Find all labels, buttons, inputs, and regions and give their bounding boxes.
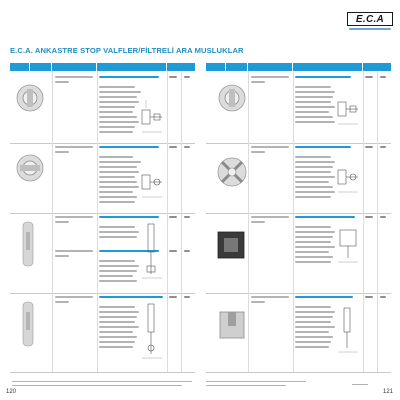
text-placeholder [99, 346, 133, 348]
text-placeholder [99, 121, 139, 123]
text-placeholder [99, 166, 137, 168]
page-number-right: 121 [383, 389, 394, 395]
text-placeholder [295, 146, 351, 148]
column-line [363, 71, 364, 372]
footnote-placeholder [206, 381, 306, 382]
text-placeholder [251, 76, 289, 78]
column-line [167, 71, 168, 372]
text-placeholder [295, 296, 353, 298]
text-placeholder [295, 111, 329, 113]
text-placeholder [295, 346, 329, 348]
text-placeholder [295, 121, 335, 123]
left-table-header [10, 63, 195, 71]
text-placeholder [295, 256, 333, 258]
text-placeholder [169, 216, 177, 218]
text-placeholder [365, 296, 373, 298]
header-cell [30, 63, 52, 71]
text-placeholder [295, 246, 335, 248]
text-placeholder [251, 221, 265, 223]
text-placeholder [169, 76, 177, 78]
row-separator [206, 372, 391, 373]
text-placeholder [99, 296, 163, 298]
text-placeholder [55, 221, 69, 223]
text-placeholder [295, 341, 331, 343]
technical-drawing [336, 160, 362, 200]
text-placeholder [295, 236, 333, 238]
technical-drawing [336, 306, 362, 356]
text-placeholder [365, 146, 373, 148]
text-placeholder [295, 316, 333, 318]
header-cell [167, 63, 195, 71]
logo-text: E.C.A [347, 12, 393, 26]
row-separator [10, 372, 195, 373]
text-placeholder [99, 116, 137, 118]
text-placeholder [99, 131, 133, 133]
header-cell [226, 63, 248, 71]
footnote-placeholder [12, 381, 192, 382]
text-placeholder [55, 255, 69, 257]
technical-drawing [140, 302, 166, 362]
text-placeholder [295, 261, 331, 263]
text-placeholder [99, 96, 137, 98]
column-line [293, 71, 294, 372]
footnote-placeholder [12, 385, 182, 386]
text-placeholder [295, 76, 351, 78]
technical-drawing [140, 165, 166, 205]
text-placeholder [295, 161, 335, 163]
text-placeholder [169, 296, 177, 298]
text-placeholder [295, 326, 335, 328]
text-placeholder [99, 126, 135, 128]
text-placeholder [295, 226, 331, 228]
valve-photo [22, 302, 34, 346]
text-placeholder [99, 270, 137, 272]
text-placeholder [251, 81, 265, 83]
text-placeholder [365, 216, 373, 218]
text-placeholder [99, 326, 139, 328]
text-placeholder [55, 151, 69, 153]
column-line [97, 71, 98, 372]
text-placeholder [99, 280, 137, 282]
text-placeholder [99, 106, 135, 108]
text-placeholder [99, 186, 139, 188]
header-cell [52, 63, 97, 71]
text-placeholder [295, 186, 333, 188]
text-placeholder [99, 336, 137, 338]
text-placeholder [380, 76, 386, 78]
header-cell [248, 63, 293, 71]
text-placeholder [99, 260, 135, 262]
footnote-placeholder [352, 384, 368, 385]
text-placeholder [295, 191, 335, 193]
text-placeholder [295, 321, 331, 323]
text-placeholder [380, 146, 386, 148]
technical-drawing [140, 100, 166, 140]
technical-drawing [336, 226, 362, 266]
text-placeholder [99, 321, 135, 323]
text-placeholder [99, 306, 135, 308]
text-placeholder [55, 301, 69, 303]
text-placeholder [365, 76, 373, 78]
text-placeholder [99, 146, 159, 148]
text-placeholder [295, 86, 331, 88]
text-placeholder [295, 231, 335, 233]
header-cell [10, 63, 30, 71]
page-title: E.C.A. ANKASTRE STOP VALFLER/FİLTRELİ ARA MUSLUKLAR [10, 46, 244, 55]
text-placeholder [99, 275, 133, 277]
text-placeholder [295, 216, 355, 218]
text-placeholder [99, 311, 139, 313]
valve-photo [212, 154, 252, 194]
text-placeholder [295, 181, 329, 183]
text-placeholder [99, 196, 137, 198]
text-placeholder [295, 306, 331, 308]
text-placeholder [295, 196, 331, 198]
text-placeholder [295, 91, 335, 93]
text-placeholder [55, 81, 69, 83]
right-table-header [206, 63, 391, 71]
text-placeholder [295, 176, 335, 178]
text-placeholder [55, 146, 93, 148]
header-cell [97, 63, 167, 71]
eca-logo [347, 12, 395, 34]
header-cell [293, 63, 363, 71]
text-placeholder [99, 191, 133, 193]
text-placeholder [380, 296, 386, 298]
text-placeholder [295, 251, 329, 253]
text-placeholder [295, 116, 333, 118]
text-placeholder [99, 111, 133, 113]
text-placeholder [295, 166, 333, 168]
text-placeholder [99, 101, 139, 103]
text-placeholder [99, 316, 137, 318]
text-placeholder [99, 231, 139, 233]
text-placeholder [380, 216, 386, 218]
valve-photo [218, 310, 246, 340]
column-line [377, 71, 378, 372]
text-placeholder [184, 76, 190, 78]
text-placeholder [99, 176, 135, 178]
header-cell [206, 63, 226, 71]
text-placeholder [251, 151, 265, 153]
text-placeholder [99, 236, 137, 238]
valve-photo [216, 230, 246, 260]
valve-photo [12, 82, 48, 122]
valve-photo [12, 152, 48, 192]
text-placeholder [184, 146, 190, 148]
text-placeholder [184, 216, 190, 218]
valve-photo [214, 82, 250, 122]
page-number-left: 120 [6, 389, 17, 395]
text-placeholder [295, 101, 331, 103]
text-placeholder [295, 336, 333, 338]
technical-drawing [336, 92, 362, 132]
text-placeholder [99, 341, 135, 343]
text-placeholder [295, 96, 333, 98]
text-placeholder [169, 250, 177, 252]
text-placeholder [99, 76, 159, 78]
text-placeholder [99, 201, 135, 203]
text-placeholder [99, 265, 139, 267]
text-placeholder [55, 76, 93, 78]
column-line [181, 71, 182, 372]
text-placeholder [55, 216, 93, 218]
footnote-placeholder [206, 385, 286, 386]
text-placeholder [169, 146, 177, 148]
text-placeholder [99, 181, 137, 183]
text-placeholder [251, 216, 289, 218]
text-placeholder [99, 171, 139, 173]
text-placeholder [251, 296, 289, 298]
text-placeholder [55, 250, 93, 252]
text-placeholder [99, 86, 135, 88]
text-placeholder [55, 296, 93, 298]
text-placeholder [251, 301, 265, 303]
text-placeholder [99, 156, 133, 158]
text-placeholder [295, 241, 331, 243]
text-placeholder [295, 106, 335, 108]
technical-drawing [140, 222, 166, 282]
text-placeholder [295, 311, 335, 313]
text-placeholder [99, 91, 141, 93]
text-placeholder [295, 171, 331, 173]
text-placeholder [184, 296, 190, 298]
text-placeholder [295, 156, 331, 158]
valve-photo [22, 222, 34, 266]
text-placeholder [295, 331, 329, 333]
text-placeholder [99, 161, 141, 163]
text-placeholder [251, 146, 289, 148]
column-line [52, 71, 53, 372]
text-placeholder [99, 331, 133, 333]
text-placeholder [99, 216, 159, 218]
header-cell [363, 63, 391, 71]
text-placeholder [99, 226, 135, 228]
logo-underline [349, 28, 391, 30]
text-placeholder [184, 250, 190, 252]
